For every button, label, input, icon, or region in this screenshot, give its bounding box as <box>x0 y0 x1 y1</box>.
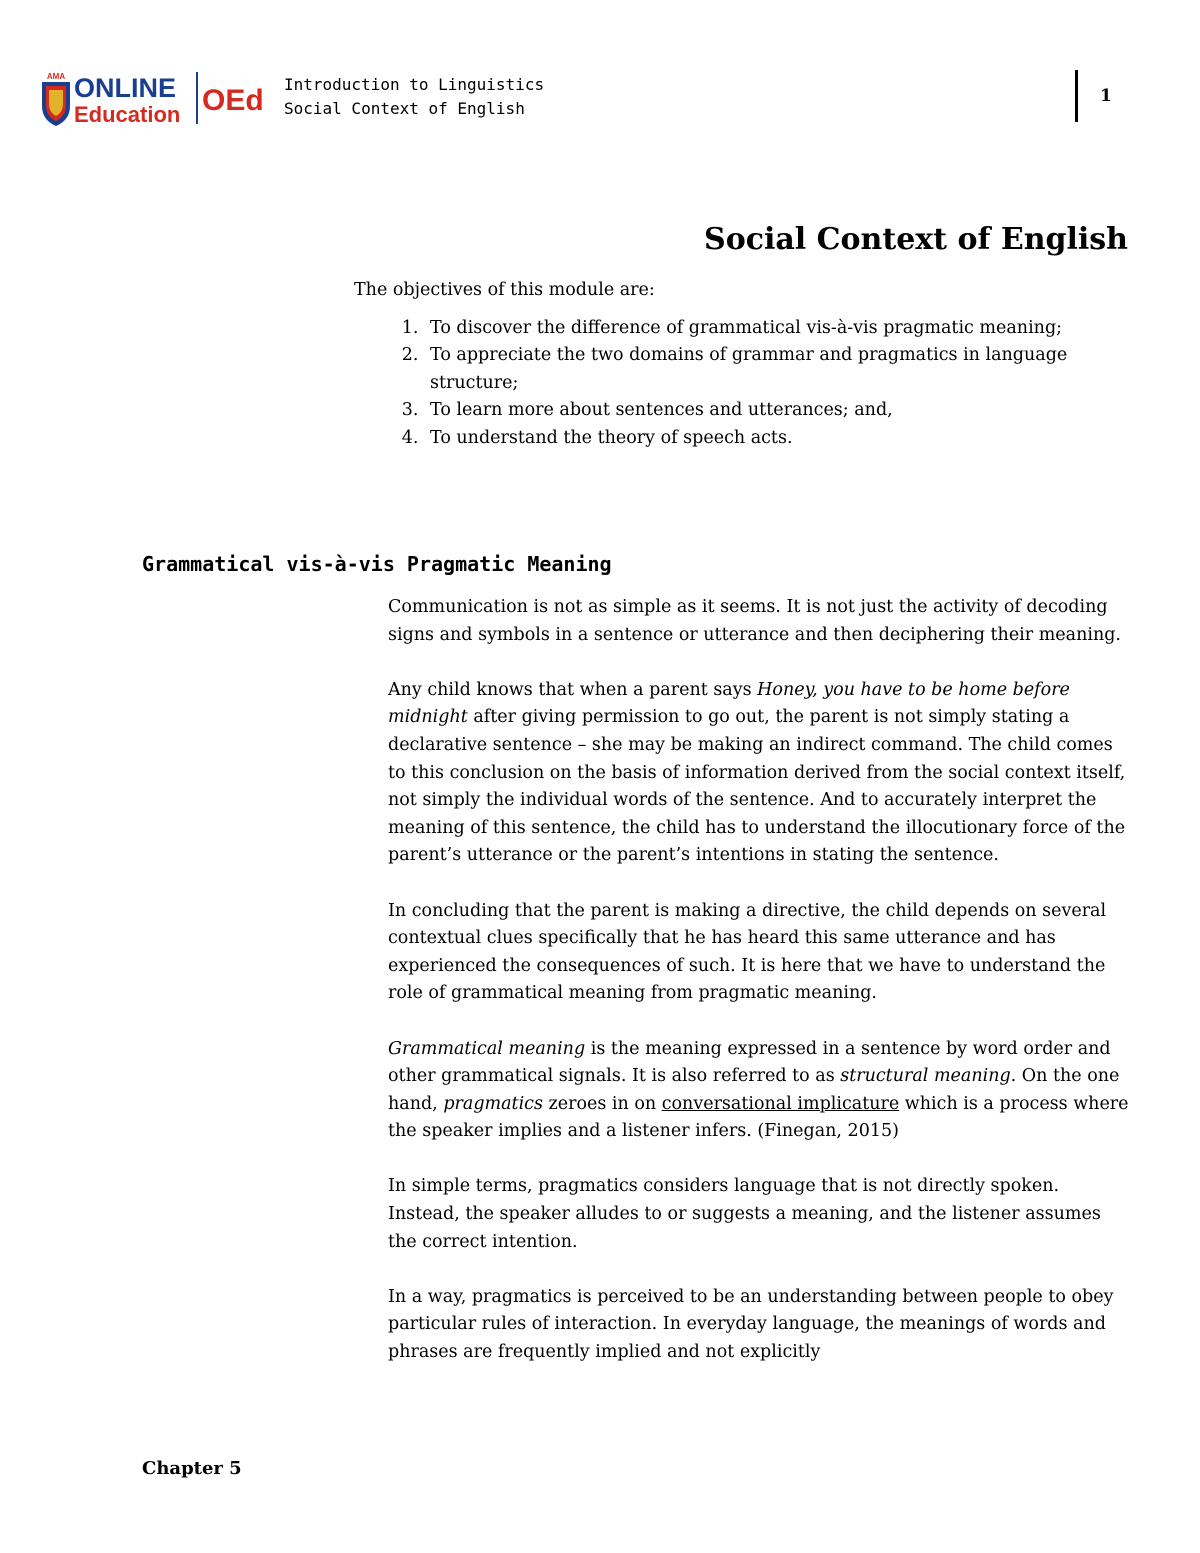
running-header <box>284 73 544 121</box>
paragraph-1: Communication is not as simple as it seems. It is not just the activity of decoding signs and symbols in a sentence or utterance and then deciphering their meaning. <box>388 597 1121 645</box>
p4-text-h: which is a process where the speaker implies and a listener infers. (Finegan, 2015) <box>388 1093 1129 1142</box>
section-heading: Grammatical vis-à-vis Pragmatic Meaning <box>142 552 612 576</box>
page-number: 1 <box>1100 86 1112 106</box>
term-structural-meaning: structural meaning <box>840 1066 1011 1087</box>
objective-item: 2. To appreciate the two domains of grammar and pragmatics in language structure; <box>424 342 1074 397</box>
course-title: Introduction to Linguistics <box>284 75 545 94</box>
objectives-block <box>354 277 1074 452</box>
ama-online-education-logo <box>38 68 273 128</box>
document-title: Social Context of English <box>704 222 1128 257</box>
logo-seal-text: AMA <box>46 72 66 81</box>
objective-item: 4. To understand the theory of speech acts. <box>424 425 1074 453</box>
p2-text-c: after giving permission to go out, the parent is not simply stating a declarative sentence – she may be making an indirect command. The child comes to this conclusion on the basis of information derived from the social context itself, not simply the individual words of the sentence. And to accurately interpret the meaning of this sentence, the child has to understand the illocutionary force of the parent’s utterance or the parent’s intentions in stating the sentence. <box>388 707 1126 866</box>
header-divider <box>1075 70 1078 122</box>
objective-item: 3. To learn more about sentences and utterances; and, <box>424 397 1074 425</box>
section-body <box>388 594 1133 1394</box>
logo-brand-line2: Education <box>74 102 181 127</box>
p2-example-utterance: Honey, you have to be home before midnight <box>388 679 1070 728</box>
objectives-list <box>354 315 1074 453</box>
paragraph-3: In concluding that the parent is making a directive, the child depends on several contextual clues specifically that he has heard this same utterance and has experienced the consequences of such. It is here that we have to understand the role of grammatical meaning from pragmatic meaning. <box>388 900 1107 1004</box>
paragraph-6: In a way, pragmatics is perceived to be an understanding between people to obey particular rules of interaction. In everyday language, the meanings of words and phrases are frequently implied and not explicitly <box>388 1286 1114 1363</box>
logo-brand-line1: ONLINE <box>74 73 177 103</box>
p4-text-d: . On the one hand, <box>388 1066 1120 1114</box>
objective-item: 1. To discover the difference of grammatical vis-à-vis pragmatic meaning; <box>424 315 1074 343</box>
chapter-footer: Chapter 5 <box>142 1458 242 1479</box>
paragraph-5: In simple terms, pragmatics considers language that is not directly spoken. Instead, the speaker alludes to or suggests a meaning, and the listener assumes the correct intention. <box>388 1176 1101 1252</box>
term-grammatical-meaning: Grammatical meaning <box>388 1038 586 1059</box>
p2-text-a: Any child knows that when a parent says <box>388 679 758 700</box>
term-conversational-implicature: conversational implicature <box>661 1093 900 1114</box>
p4-text-f: zeroes in on <box>542 1093 662 1114</box>
objectives-intro: The objectives of this module are: <box>354 280 655 300</box>
logo-graphic <box>38 68 273 128</box>
paragraph-4 <box>388 1036 1133 1146</box>
term-pragmatics: pragmatics <box>443 1093 543 1114</box>
p4-text-b: is the meaning expressed in a sentence by word order and other grammatical signals. It is also referred to as <box>388 1038 1111 1087</box>
module-title: Social Context of English <box>284 99 525 118</box>
logo-brand-mark: OEd <box>202 84 264 117</box>
paragraph-2 <box>388 677 1133 870</box>
